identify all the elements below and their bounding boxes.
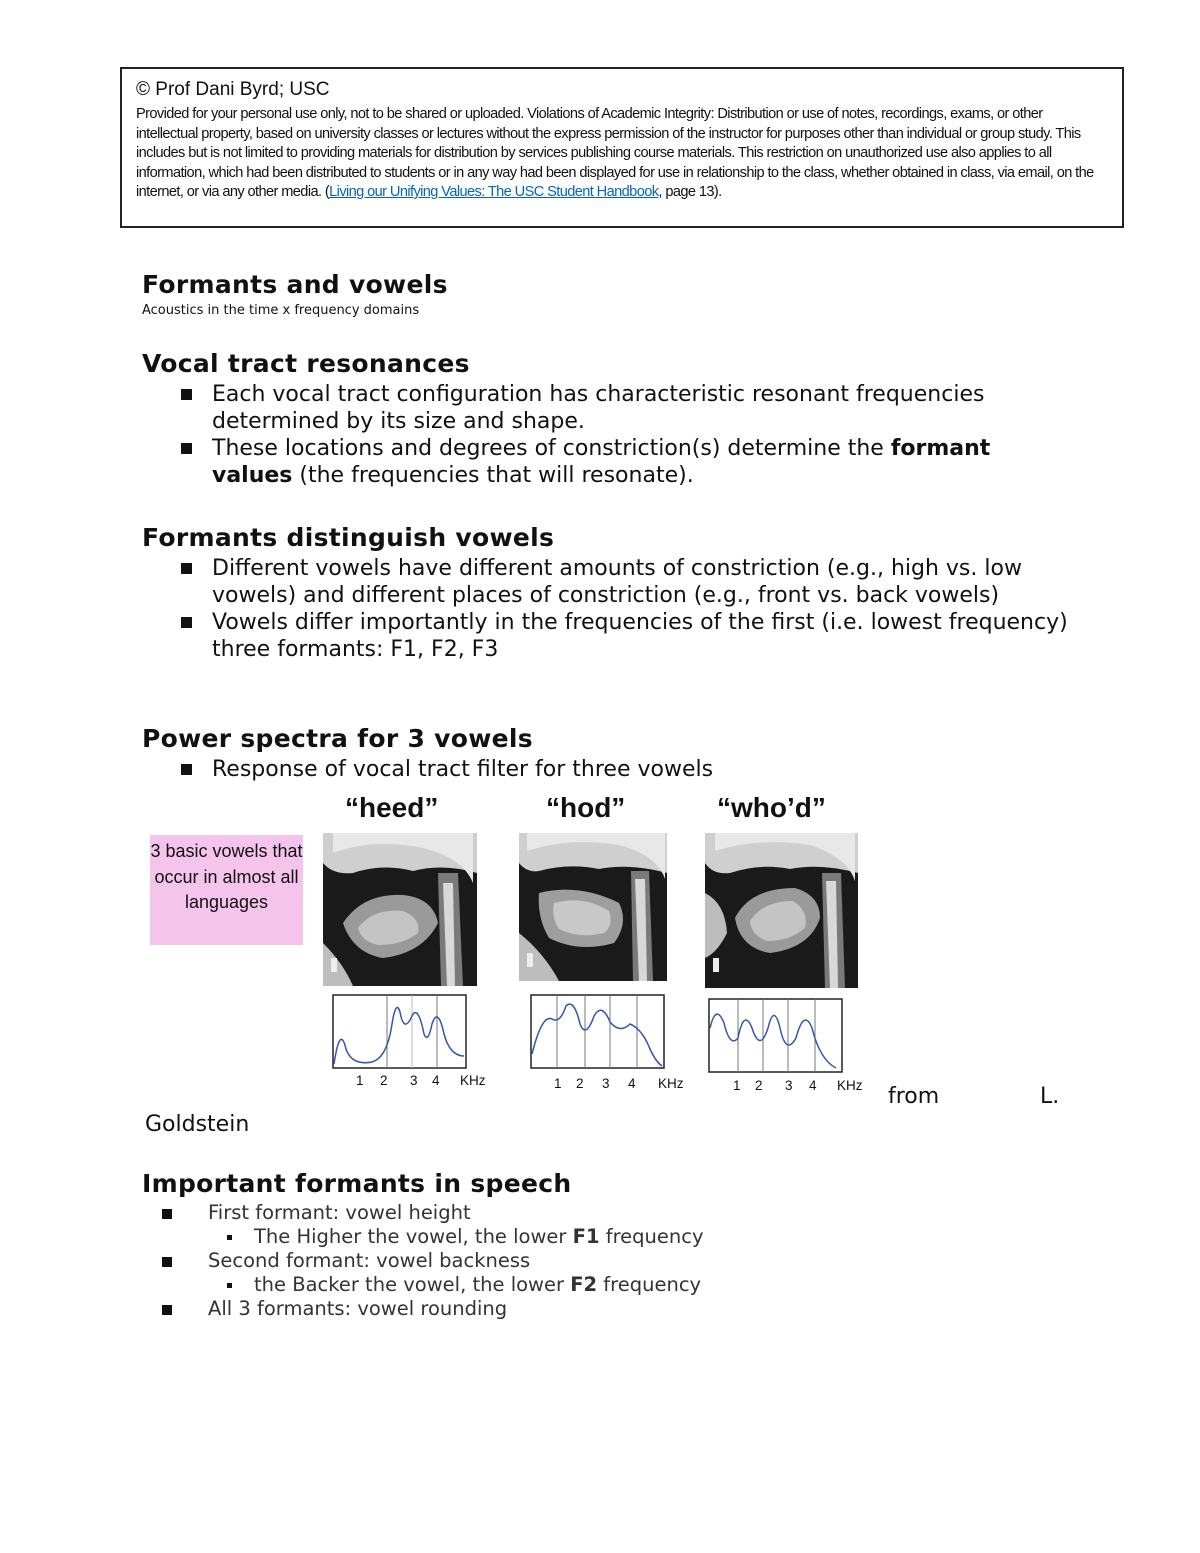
- resonances-list: [178, 381, 1078, 489]
- sub-list-item: The Higher the vowel, the lower F1 frequency: [208, 1225, 704, 1249]
- spectrum-hod-axis: 1 2 3 4 KHz: [554, 1076, 684, 1091]
- copyright-title: © Prof Dani Byrd; USC: [136, 79, 330, 100]
- mri-image-heed: [323, 833, 477, 986]
- list-item: Vowels differ importantly in the frequencies of the first (i.e. lowest frequency) three formants: F1, F2, F3: [178, 609, 1078, 663]
- list-item: All 3 formants: vowel rounding: [160, 1297, 704, 1321]
- spectrum-heed: [332, 994, 467, 1069]
- mri-image-hod: [519, 833, 667, 981]
- sub-list-item: the Backer the vowel, the lower F2 frequency: [208, 1273, 704, 1297]
- heading-vocal-tract-resonances: Vocal tract resonances: [142, 349, 470, 378]
- credit-initial: L.: [1040, 1084, 1060, 1109]
- basic-vowels-callout: 3 basic vowels that occur in almost all languages: [150, 835, 303, 945]
- page-subtitle: Acoustics in the time x frequency domains: [142, 303, 420, 318]
- credit-name: Goldstein: [145, 1112, 250, 1137]
- vowel-label-heed: “heed”: [345, 792, 439, 823]
- list-item: Second formant: vowel backness the Backer the vowel, the lower F2 frequency: [160, 1249, 704, 1297]
- mri-image-whod: [705, 833, 858, 988]
- list-item: These locations and degrees of constriction(s) determine the formant values (the frequencies that will resonate).: [178, 435, 1078, 489]
- important-formants-list: [160, 1201, 704, 1321]
- spectrum-heed-axis: 1 2 3 4 KHz: [356, 1073, 486, 1088]
- list-item: Different vowels have different amounts of constriction (e.g., high vs. low vowels) and different places of constriction (e.g., front vs. back vowels): [178, 555, 1078, 609]
- spectra-list: [178, 756, 1078, 783]
- heading-formants-distinguish-vowels: Formants distinguish vowels: [142, 523, 555, 552]
- page-title: Formants and vowels: [142, 270, 448, 299]
- vocal-tract-heed-image: [323, 833, 477, 986]
- spectrum-whod-axis: 1 2 3 4 KHz: [733, 1078, 863, 1093]
- copyright-notice: [120, 67, 1124, 228]
- vowel-label-hod: “hod”: [546, 792, 626, 823]
- heading-important-formants: Important formants in speech: [142, 1169, 572, 1198]
- spectrum-hod: [530, 994, 665, 1069]
- distinguish-list: [178, 555, 1078, 663]
- vocal-tract-hod-image: [519, 833, 667, 981]
- heading-power-spectra: Power spectra for 3 vowels: [142, 724, 533, 753]
- vocal-tract-whod-image: [705, 833, 858, 988]
- list-item: First formant: vowel height The Higher the vowel, the lower F1 frequency: [160, 1201, 704, 1249]
- vowel-label-whod: “who’d”: [717, 792, 826, 823]
- copyright-body: Provided for your personal use only, not to be shared or uploaded. Violations of Academic Integrity: Distribution or use of notes, recordings, exams, or other intellectual property, based on university classes or lectures without the express permission of the instructor for purposes other than individual or group study. This includes but is not limited to providing materials for distribution by services publishing course materials. This restriction on unauthorized use also applies to all information, which had been distributed to students or in any way had been displayed for use in relationship to the class, whether obtained in class, via email, on the internet, or via any other media. (Living our Unifying Values: The USC Student Handbook, page 13).: [136, 106, 1094, 200]
- spectrum-whod: [708, 998, 843, 1073]
- list-item: Each vocal tract configuration has characteristic resonant frequencies determined by its size and shape.: [178, 381, 1078, 435]
- student-handbook-link[interactable]: Living our Unifying Values: The USC Student Handbook: [329, 184, 659, 200]
- credit-from: from: [888, 1084, 940, 1109]
- list-item: Response of vocal tract filter for three vowels: [178, 756, 1078, 783]
